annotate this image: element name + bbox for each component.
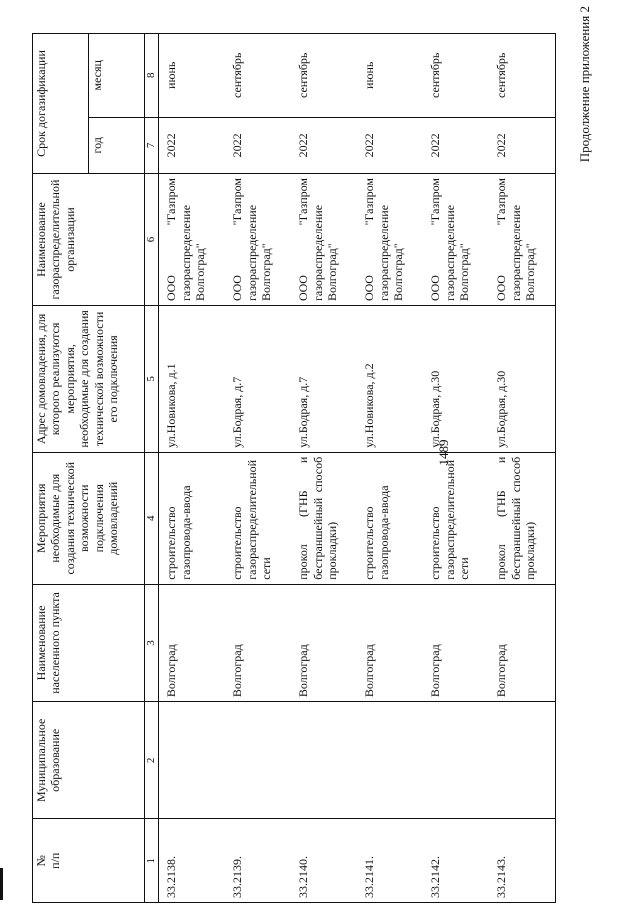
cell-num: 33.2140.: [291, 819, 357, 903]
column-number: 2: [145, 702, 159, 819]
header-month: месяц: [89, 34, 145, 118]
cell-address: ул.Бодрая, д.7: [225, 306, 291, 453]
cell-num: 33.2141.: [357, 819, 423, 903]
corner-mark: [0, 868, 3, 900]
cell-municipality: [291, 702, 357, 819]
cell-measure: прокол (ГНБ и бестраншейный способ прокладки): [291, 452, 357, 584]
cell-month: сентябрь: [489, 34, 556, 118]
column-number: 7: [145, 117, 159, 173]
cell-organization: ООО "Газпром газораспределение Волгоград": [225, 174, 291, 306]
cell-year: 2022: [489, 117, 556, 173]
cell-address: ул.Бодрая, д.30: [423, 306, 489, 453]
cell-year: 2022: [423, 117, 489, 173]
table-row: [357, 34, 423, 903]
table-row: [291, 34, 357, 903]
cell-municipality: [423, 702, 489, 819]
cell-address: ул.Новикова, д.1: [159, 306, 226, 453]
table-row: [489, 34, 556, 903]
column-number: 6: [145, 174, 159, 306]
cell-address: ул.Новикова, д.2: [357, 306, 423, 453]
cell-measure: строительство газораспределительной сети: [423, 452, 489, 584]
column-number: 5: [145, 306, 159, 453]
table-row: [423, 34, 489, 903]
cell-organization: ООО "Газпром газораспределение Волгоград": [423, 174, 489, 306]
cell-month: сентябрь: [225, 34, 291, 118]
cell-organization: ООО "Газпром газораспределение Волгоград": [357, 174, 423, 306]
header-organization: Наименование газораспределительной организации: [33, 174, 145, 306]
cell-measure: прокол (ГНБ и бестраншейный способ прокладки): [489, 452, 556, 584]
cell-address: ул.Бодрая, д.30: [489, 306, 556, 453]
cell-month: сентябрь: [423, 34, 489, 118]
cell-year: 2022: [225, 117, 291, 173]
cell-municipality: [357, 702, 423, 819]
cell-year: 2022: [159, 117, 226, 173]
header-deadline: Срок догазификации: [33, 34, 89, 174]
cell-locality: Волгоград: [489, 584, 556, 701]
header-num: № п/п: [33, 819, 145, 903]
header-address: Адрес домовладения, для которого реализуются мероприятия, необходимые для создания технической возможности его подключения: [33, 306, 145, 453]
column-number: 3: [145, 584, 159, 701]
cell-measure: строительство газопровода-ввода: [159, 452, 226, 584]
cell-municipality: [489, 702, 556, 819]
column-number: 1: [145, 819, 159, 903]
cell-organization: ООО "Газпром газораспределение Волгоград": [489, 174, 556, 306]
column-number: 8: [145, 34, 159, 118]
header-municipality: Муниципальное образование: [33, 702, 145, 819]
cell-locality: Волгоград: [159, 584, 226, 701]
cell-municipality: [225, 702, 291, 819]
column-number-row: [145, 34, 159, 903]
cell-month: июнь: [159, 34, 226, 118]
cell-measure: строительство газораспределительной сети: [225, 452, 291, 584]
cell-organization: ООО "Газпром газораспределение Волгоград": [291, 174, 357, 306]
cell-year: 2022: [357, 117, 423, 173]
table-header-row: [33, 34, 89, 903]
cell-num: 33.2139.: [225, 819, 291, 903]
cell-year: 2022: [291, 117, 357, 173]
continuation-label: Продолжение приложения 2: [577, 6, 592, 163]
cell-num: 33.2142.: [423, 819, 489, 903]
cell-measure: строительство газопровода-ввода: [357, 452, 423, 584]
cell-num: 33.2138.: [159, 819, 226, 903]
data-table: [32, 33, 556, 903]
cell-num: 33.2143.: [489, 819, 556, 903]
cell-locality: Волгоград: [357, 584, 423, 701]
cell-locality: Волгоград: [423, 584, 489, 701]
cell-organization: ООО "Газпром газораспределение Волгоград": [159, 174, 226, 306]
column-number: 4: [145, 452, 159, 584]
header-measures: Мероприятия необходимые для создания технической возможности подключения домовладений: [33, 452, 145, 584]
table-row: [225, 34, 291, 903]
cell-month: сентябрь: [291, 34, 357, 118]
cell-locality: Волгоград: [225, 584, 291, 701]
cell-municipality: [159, 702, 226, 819]
cell-address: ул.Бодрая, д.7: [291, 306, 357, 453]
page-number: 1489: [436, 439, 451, 466]
header-year: год: [89, 117, 145, 173]
header-locality: Наименование населенного пункта: [33, 584, 145, 701]
cell-month: июнь: [357, 34, 423, 118]
table-row: [159, 34, 226, 903]
cell-locality: Волгоград: [291, 584, 357, 701]
